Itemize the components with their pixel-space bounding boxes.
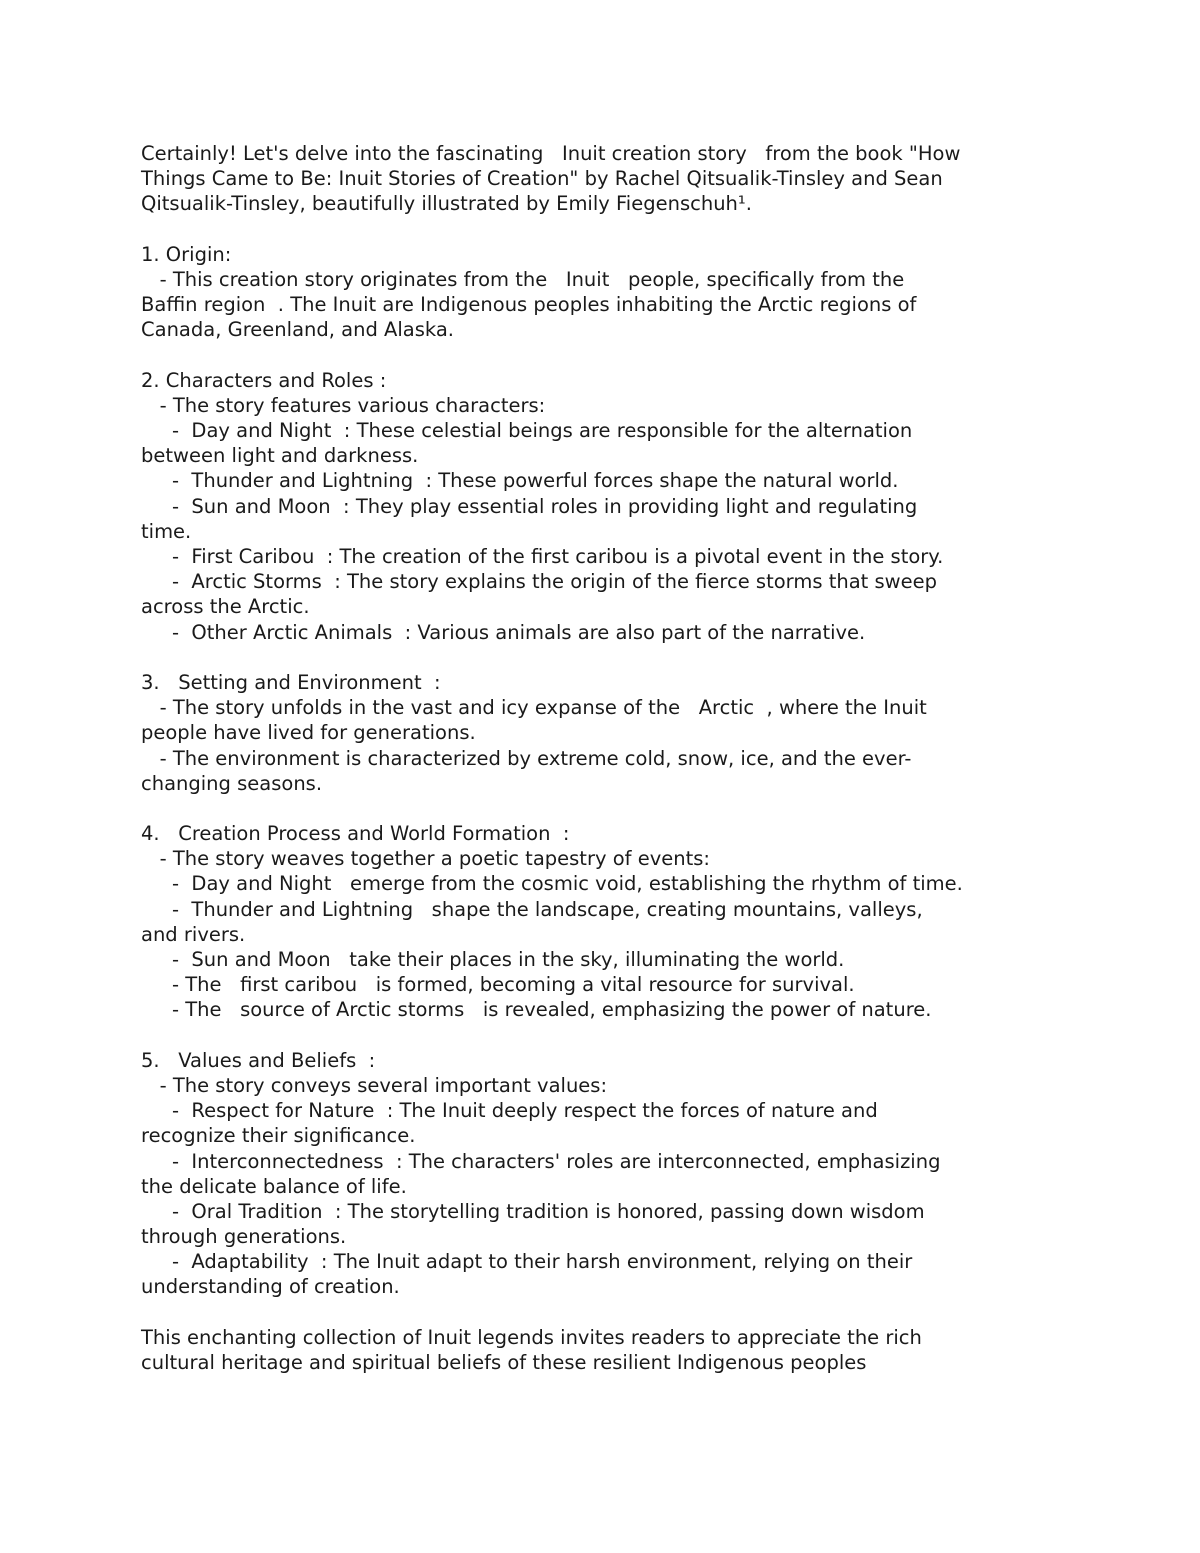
text-line: Things Came to Be: Inuit Stories of Creation" by Rachel Qitsualik-Tinsley and Sean — [141, 167, 943, 191]
list-item: - Arctic Storms : The story explains the origin of the fierce storms that sweep — [141, 570, 937, 594]
section-heading: 2. Characters and Roles : — [141, 368, 387, 392]
section-heading: 4. Creation Process and World Formation : — [141, 822, 570, 846]
list-item: - Respect for Nature : The Inuit deeply respect the forces of nature and — [141, 1099, 878, 1123]
text-line: Qitsualik-Tinsley, beautifully illustrated by Emily Fiegenschuh¹. — [141, 192, 752, 216]
text-line: through generations. — [141, 1225, 347, 1249]
blank-line — [141, 217, 1071, 242]
text-line: - The story weaves together a poetic tapestry of events: — [141, 847, 710, 871]
list-item: - The first caribou is formed, becoming a vital resource for survival. — [141, 973, 855, 997]
blank-line — [141, 1300, 1071, 1325]
list-item: - Day and Night emerge from the cosmic void, establishing the rhythm of time. — [141, 872, 963, 896]
list-item: - Thunder and Lightning shape the landscape, creating mountains, valleys, — [141, 897, 923, 921]
text-line: - The story features various characters: — [141, 393, 546, 417]
text-line: recognize their significance. — [141, 1124, 416, 1148]
text-line: time. — [141, 519, 192, 543]
list-item: - Day and Night : These celestial beings are responsible for the alternation — [141, 419, 913, 443]
section-heading: 5. Values and Beliefs : — [141, 1048, 376, 1072]
text-line: - The story conveys several important values: — [141, 1073, 608, 1097]
text-line: Certainly! Let's delve into the fascinating Inuit creation story from the book "How — [141, 142, 961, 165]
text-line: understanding of creation. — [141, 1275, 400, 1299]
text-line: - The environment is characterized by extreme cold, snow, ice, and the ever- — [141, 746, 912, 770]
list-item: - Sun and Moon take their places in the sky, illuminating the world. — [141, 948, 845, 971]
text-line: - This creation story originates from the Inuit people, specifically from the — [141, 267, 905, 291]
text-line: changing seasons. — [141, 771, 323, 795]
list-item: - Oral Tradition : The storytelling tradition is honored, passing down wisdom — [141, 1199, 925, 1223]
list-item: - The source of Arctic storms is revealed, emphasizing the power of nature. — [141, 998, 932, 1022]
blank-line — [141, 645, 1071, 670]
list-item: - Thunder and Lightning : These powerful forces shape the natural world. — [141, 469, 899, 493]
section-heading: 1. Origin: — [141, 242, 232, 266]
blank-line — [141, 1023, 1071, 1048]
closing-paragraph-line: This enchanting collection of Inuit legends invites readers to appreciate the rich — [141, 1325, 922, 1349]
text-line: between light and darkness. — [141, 444, 419, 468]
text-line: Canada, Greenland, and Alaska. — [141, 318, 454, 342]
text-line: people have lived for generations. — [141, 721, 476, 745]
text-line: the delicate balance of life. — [141, 1174, 407, 1198]
text-line: across the Arctic. — [141, 595, 310, 619]
text-line: and rivers. — [141, 922, 246, 946]
text-line: - The story unfolds in the vast and icy expanse of the Arctic , where the Inuit — [141, 696, 927, 720]
list-item: - First Caribou : The creation of the first caribou is a pivotal event in the story. — [141, 545, 944, 568]
list-item: - Other Arctic Animals : Various animals are also part of the narrative. — [141, 620, 866, 644]
closing-paragraph-line: cultural heritage and spiritual beliefs of these resilient Indigenous peoples — [141, 1351, 867, 1374]
document-body — [141, 141, 1071, 1375]
list-item: - Interconnectedness : The characters' roles are interconnected, emphasizing — [141, 1149, 941, 1173]
text-line: Baffin region . The Inuit are Indigenous peoples inhabiting the Arctic regions of — [141, 293, 917, 317]
list-item: - Sun and Moon : They play essential roles in providing light and regulating — [141, 494, 918, 518]
blank-line — [141, 796, 1071, 821]
list-item: - Adaptability : The Inuit adapt to their harsh environment, relying on their — [141, 1250, 913, 1274]
blank-line — [141, 343, 1071, 368]
section-heading: 3. Setting and Environment : — [141, 670, 441, 694]
